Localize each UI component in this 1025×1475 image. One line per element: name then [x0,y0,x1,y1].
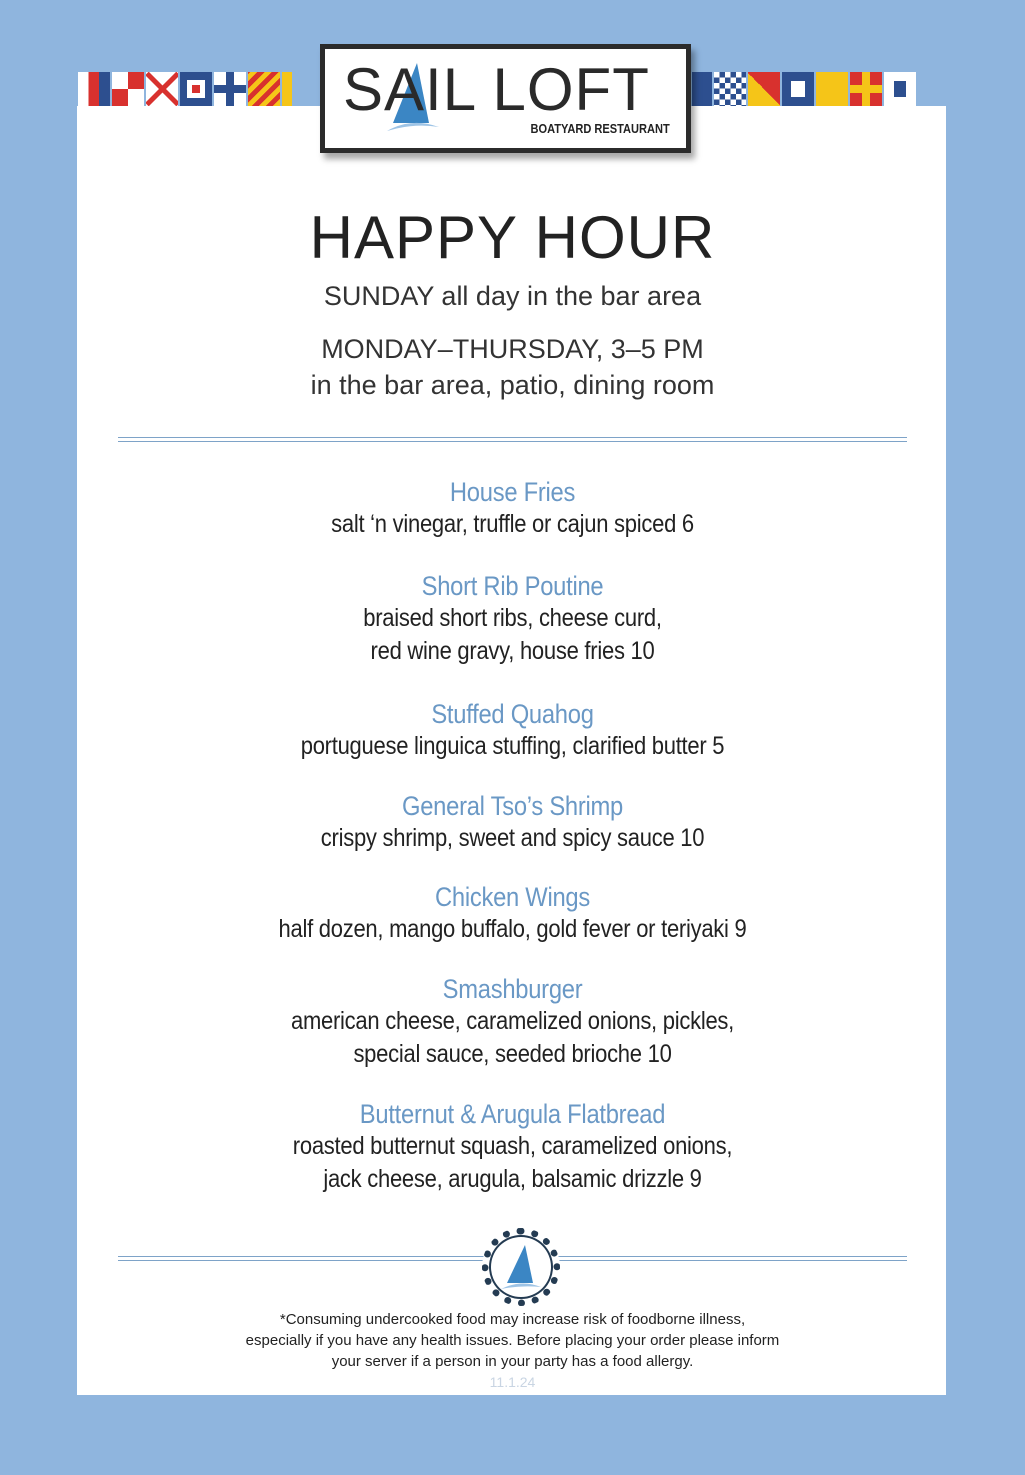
item-description: roasted butternut squash, caramelized onions, [292,1132,733,1160]
disclaimer-line: *Consuming undercooked food may increase risk of foodborne illness, [279,1311,746,1328]
flag-icon [214,72,246,106]
menu-date: 11.1.24 [489,1374,536,1390]
flag-icon [282,72,292,106]
flag-icon [884,72,916,106]
flag-icon [748,72,780,106]
schedule-sunday: SUNDAY all day in the bar area [323,281,702,311]
flag-icon [180,72,212,106]
item-name: House Fries [449,477,576,507]
item-description: crispy shrimp, sweet and spicy sauce 10 [320,824,705,852]
brand-tagline: BOATYARD RESTAURANT [530,121,670,136]
brand-name: SAIL LOFT [343,56,650,123]
flag-icon [850,72,882,106]
item-name: General Tso’s Shrimp [402,791,623,821]
menu-item [0,882,1025,946]
disclaimer-line: especially if you have any health issues. Before placing your order please inform [245,1332,780,1349]
item-description: red wine gravy, house fries 10 [370,637,655,665]
flag-icon [146,72,178,106]
flag-icon [78,72,110,106]
disclaimer [0,1309,1025,1372]
menu-item [0,571,1025,668]
sail-loft-logo [320,44,691,153]
item-name: Chicken Wings [434,882,591,912]
flag-icon [248,72,280,106]
menu-item [0,477,1025,541]
flag-icon [816,72,848,106]
sail-seal-icon [482,1228,560,1306]
item-description: jack cheese, arugula, balsamic drizzle 9 [323,1165,702,1193]
item-description: half dozen, mango buffalo, gold fever or teriyaki 9 [278,915,747,943]
item-name: Butternut & Arugula Flatbread [359,1099,666,1129]
flag-icon [112,72,144,106]
schedule-locations: in the bar area, patio, dining room [310,370,715,400]
flag-icon [692,72,712,106]
menu-item [0,791,1025,855]
menu-item [0,699,1025,763]
item-description: special sauce, seeded brioche 10 [353,1040,672,1068]
item-name: Short Rib Poutine [421,571,604,601]
flag-icon [782,72,814,106]
nautical-flags-right [692,72,918,106]
menu-item [0,974,1025,1071]
nautical-flags-left [78,72,294,106]
flag-icon [714,72,746,106]
item-name: Stuffed Quahog [431,699,594,729]
item-name: Smashburger [442,974,583,1004]
menu-item [0,1099,1025,1196]
disclaimer-line: your server if a person in your party has a food allergy. [331,1353,694,1370]
item-description: american cheese, caramelized onions, pickles, [290,1007,734,1035]
item-description: braised short ribs, cheese curd, [363,604,662,632]
item-description: portuguese linguica stuffing, clarified butter 5 [300,732,725,760]
page-title: HAPPY HOUR [309,204,716,271]
item-description: salt ‘n vinegar, truffle or cajun spiced 6 [331,510,694,538]
schedule-weekday: MONDAY–THURSDAY, 3–5 PM [321,334,704,364]
divider [118,437,907,442]
